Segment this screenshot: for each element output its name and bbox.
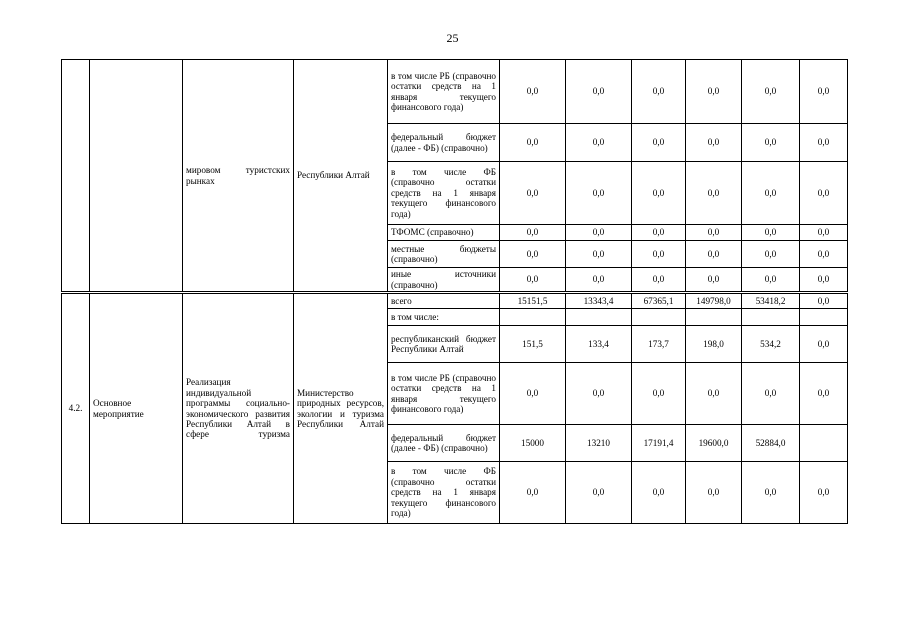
value-cell: 0,0 (686, 363, 742, 425)
funding-source: в том числе ФБ (справочно остатки средств на 1 января текущего финансового года) (388, 462, 500, 524)
value-cell: 0,0 (800, 162, 848, 225)
value-cell: 0,0 (686, 124, 742, 162)
value-cell: 0,0 (500, 241, 566, 268)
value-cell: 0,0 (742, 268, 800, 293)
funding-source: всего (388, 293, 500, 309)
value-cell: 0,0 (500, 124, 566, 162)
funding-source: местные бюджеты (справочно) (388, 241, 500, 268)
value-cell: 15151,5 (500, 293, 566, 309)
value-cell: 0,0 (742, 225, 800, 241)
value-cell: 0,0 (800, 326, 848, 363)
value-cell (800, 425, 848, 462)
value-cell: 0,0 (500, 462, 566, 524)
cell-number-empty (62, 60, 90, 293)
value-cell: 0,0 (500, 60, 566, 124)
value-cell (800, 309, 848, 326)
value-cell: 0,0 (800, 363, 848, 425)
value-cell: 0,0 (800, 124, 848, 162)
value-cell: 151,5 (500, 326, 566, 363)
value-cell: 0,0 (742, 60, 800, 124)
value-cell: 198,0 (686, 326, 742, 363)
value-cell: 52884,0 (742, 425, 800, 462)
table-row (62, 60, 848, 124)
value-cell: 0,0 (686, 241, 742, 268)
value-cell: 0,0 (500, 268, 566, 293)
budget-table (61, 59, 848, 524)
value-cell: 0,0 (566, 225, 632, 241)
value-cell: 0,0 (686, 60, 742, 124)
value-cell: 0,0 (742, 241, 800, 268)
value-cell: 0,0 (566, 268, 632, 293)
value-cell: 0,0 (500, 363, 566, 425)
value-cell (566, 309, 632, 326)
measure-name: Реализация индивидуальной программы социально-экономического развития Республики Алтай в сфере туризма (183, 293, 294, 524)
measure-number: 4.2. (62, 293, 90, 524)
value-cell: 13343,4 (566, 293, 632, 309)
value-cell: 149798,0 (686, 293, 742, 309)
measure-executor: Министерство природных ресурсов, экологии и туризма Республики Алтай (294, 293, 388, 524)
value-cell: 0,0 (632, 363, 686, 425)
value-cell: 0,0 (566, 162, 632, 225)
value-cell (742, 309, 800, 326)
value-cell: 0,0 (686, 162, 742, 225)
value-cell: 0,0 (632, 225, 686, 241)
value-cell: 0,0 (742, 162, 800, 225)
funding-source: федеральный бюджет (далее - ФБ) (справочно) (388, 124, 500, 162)
value-cell: 0,0 (500, 225, 566, 241)
measure-type: Основное мероприятие (90, 293, 183, 524)
value-cell (686, 309, 742, 326)
value-cell: 0,0 (500, 162, 566, 225)
value-cell: 19600,0 (686, 425, 742, 462)
value-cell (500, 309, 566, 326)
value-cell: 17191,4 (632, 425, 686, 462)
value-cell: 0,0 (742, 124, 800, 162)
funding-source: в том числе РБ (справочно остатки средств на 1 января текущего финансового года) (388, 363, 500, 425)
value-cell: 0,0 (632, 124, 686, 162)
value-cell: 0,0 (632, 60, 686, 124)
funding-source: ТФОМС (справочно) (388, 225, 500, 241)
value-cell: 0,0 (742, 363, 800, 425)
value-cell: 0,0 (632, 462, 686, 524)
value-cell: 0,0 (566, 462, 632, 524)
value-cell: 173,7 (632, 326, 686, 363)
executor-continuation: Республики Алтай (294, 60, 388, 293)
value-cell: 0,0 (800, 268, 848, 293)
value-cell: 0,0 (800, 241, 848, 268)
value-cell: 0,0 (566, 60, 632, 124)
value-cell: 13210 (566, 425, 632, 462)
cell-type-empty (90, 60, 183, 293)
value-cell: 133,4 (566, 326, 632, 363)
value-cell: 0,0 (800, 293, 848, 309)
value-cell: 0,0 (566, 363, 632, 425)
value-cell: 0,0 (632, 162, 686, 225)
measure-name-continuation: мировом туристских рынках (183, 60, 294, 293)
value-cell: 0,0 (686, 225, 742, 241)
value-cell: 0,0 (800, 462, 848, 524)
value-cell: 0,0 (566, 124, 632, 162)
value-cell: 0,0 (566, 241, 632, 268)
value-cell: 0,0 (686, 462, 742, 524)
funding-source: в том числе ФБ (справочно остатки средств на 1 января текущего финансового года) (388, 162, 500, 225)
value-cell: 0,0 (800, 225, 848, 241)
value-cell: 15000 (500, 425, 566, 462)
value-cell: 67365,1 (632, 293, 686, 309)
funding-source: федеральный бюджет (далее - ФБ) (справочно) (388, 425, 500, 462)
value-cell: 0,0 (632, 268, 686, 293)
funding-source: республиканский бюджет Республики Алтай (388, 326, 500, 363)
value-cell: 0,0 (800, 60, 848, 124)
value-cell (632, 309, 686, 326)
funding-source: иные источники (справочно) (388, 268, 500, 293)
value-cell: 0,0 (632, 241, 686, 268)
page-number: 25 (446, 31, 459, 45)
funding-source: в том числе: (388, 309, 500, 326)
funding-source: в том числе РБ (справочно остатки средств на 1 января текущего финансового года) (388, 60, 500, 124)
value-cell: 53418,2 (742, 293, 800, 309)
value-cell: 0,0 (742, 462, 800, 524)
table-row (62, 293, 848, 309)
value-cell: 534,2 (742, 326, 800, 363)
value-cell: 0,0 (686, 268, 742, 293)
